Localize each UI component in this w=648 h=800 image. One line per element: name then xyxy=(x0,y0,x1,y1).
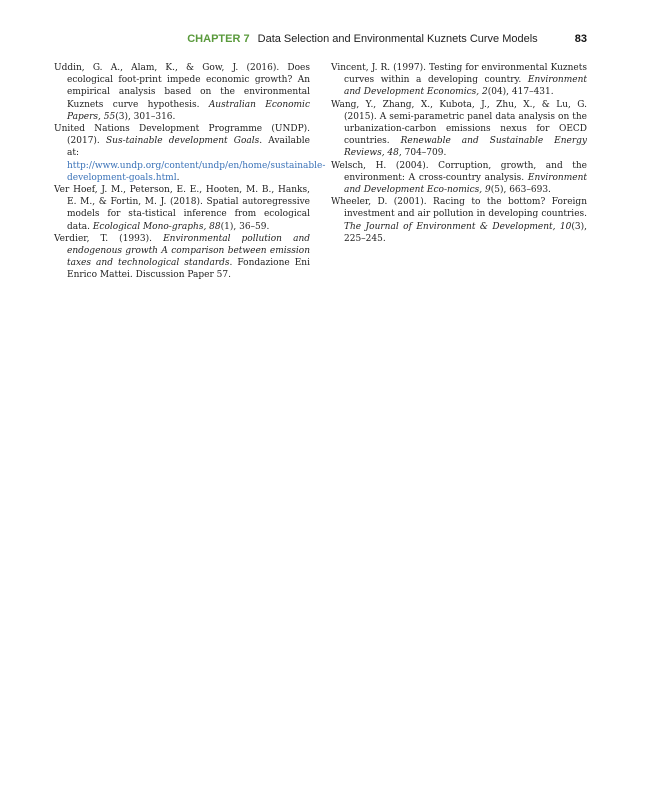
reference-end: . xyxy=(176,172,180,183)
reference-uddin-2016 xyxy=(54,62,310,123)
reference-authors: Ver Hoef, J. M., Peterson, E. E., Hooten, M. B., Hanks, E. M., & Fortin, M. J. (2018). Spatial autoregressive models for sta-tistical inference from ecological data. xyxy=(54,185,310,232)
reference-details: (04), 417–431. xyxy=(487,87,554,98)
reference-journal: Environmental pollution and endogenous growth A comparison between emission taxes and technological standards xyxy=(67,233,311,269)
reference-journal: The Journal of Environment & Development, 10 xyxy=(344,221,572,232)
references-left-column xyxy=(54,62,326,282)
chapter-title: Data Selection and Environmental Kuznets Curve Models xyxy=(257,33,538,45)
reference-undp-2017 xyxy=(54,123,326,184)
reference-authors: Wheeler, D. (2001). Racing to the bottom? Foreign investment and air pollution in developing countries. xyxy=(331,197,587,220)
reference-details: (5), 663–693. xyxy=(490,185,551,196)
reference-wang-2015 xyxy=(331,99,587,160)
reference-details: . Available at: xyxy=(67,136,310,159)
page-number: 83 xyxy=(574,33,587,45)
reference-journal: Environment and Development Economics, 2 xyxy=(344,75,587,98)
reference-verdier-1993 xyxy=(54,233,310,282)
chapter-label: CHAPTER 7 xyxy=(187,33,250,45)
reference-link[interactable]: http://www.undp.org/content/undp/en/home/sustainable-development-goals.html xyxy=(67,160,326,183)
reference-details: , 704–709. xyxy=(398,148,447,159)
reference-authors: Uddin, G. A., Alam, K., & Gow, J. (2016). Does ecological foot-print impede economic growth? An empirical analysis based on the environmental Kuznets curve hypothesis. xyxy=(54,63,310,110)
reference-authors: United Nations Development Programme (UNDP). (2017). xyxy=(54,124,310,147)
reference-wheeler-2001 xyxy=(331,196,587,245)
reference-journal: Ecological Mono-graphs, 88 xyxy=(92,221,221,232)
reference-journal: Sus-tainable development Goals xyxy=(105,136,260,147)
reference-journal: Renewable and Sustainable Energy Reviews, 48 xyxy=(344,136,587,159)
reference-authors: Verdier, T. (1993). xyxy=(54,233,164,244)
reference-details: . Fondazione Eni Enrico Mattei. Discussion Paper 57. xyxy=(67,258,310,281)
reference-details: (3), 301–316. xyxy=(115,111,176,122)
references-right-column xyxy=(331,62,587,245)
reference-authors: Vincent, J. R. (1997). Testing for environmental Kuznets curves within a developing country. xyxy=(331,63,587,86)
reference-welsch-2004 xyxy=(331,160,587,197)
reference-details: (1), 36–59. xyxy=(220,221,270,232)
reference-details: (3), 225–245. xyxy=(344,221,587,244)
reference-journal: Australian Economic Papers, 55 xyxy=(67,99,310,122)
reference-journal: Environment and Development Eco-nomics, 9 xyxy=(344,172,587,196)
reference-verhoef-2018 xyxy=(54,184,310,233)
running-head xyxy=(0,32,587,46)
reference-authors: Wang, Y., Zhang, X., Kubota, J., Zhu, X., & Lu, G. (2015). A semi-parametric panel data analysis on the urbanization-carbon emissions nexus for OECD countries. xyxy=(331,99,587,147)
reference-authors: Welsch, H. (2004). Corruption, growth, and the environment: A cross-country analysis. xyxy=(331,160,587,183)
reference-vincent-1997 xyxy=(331,62,587,99)
